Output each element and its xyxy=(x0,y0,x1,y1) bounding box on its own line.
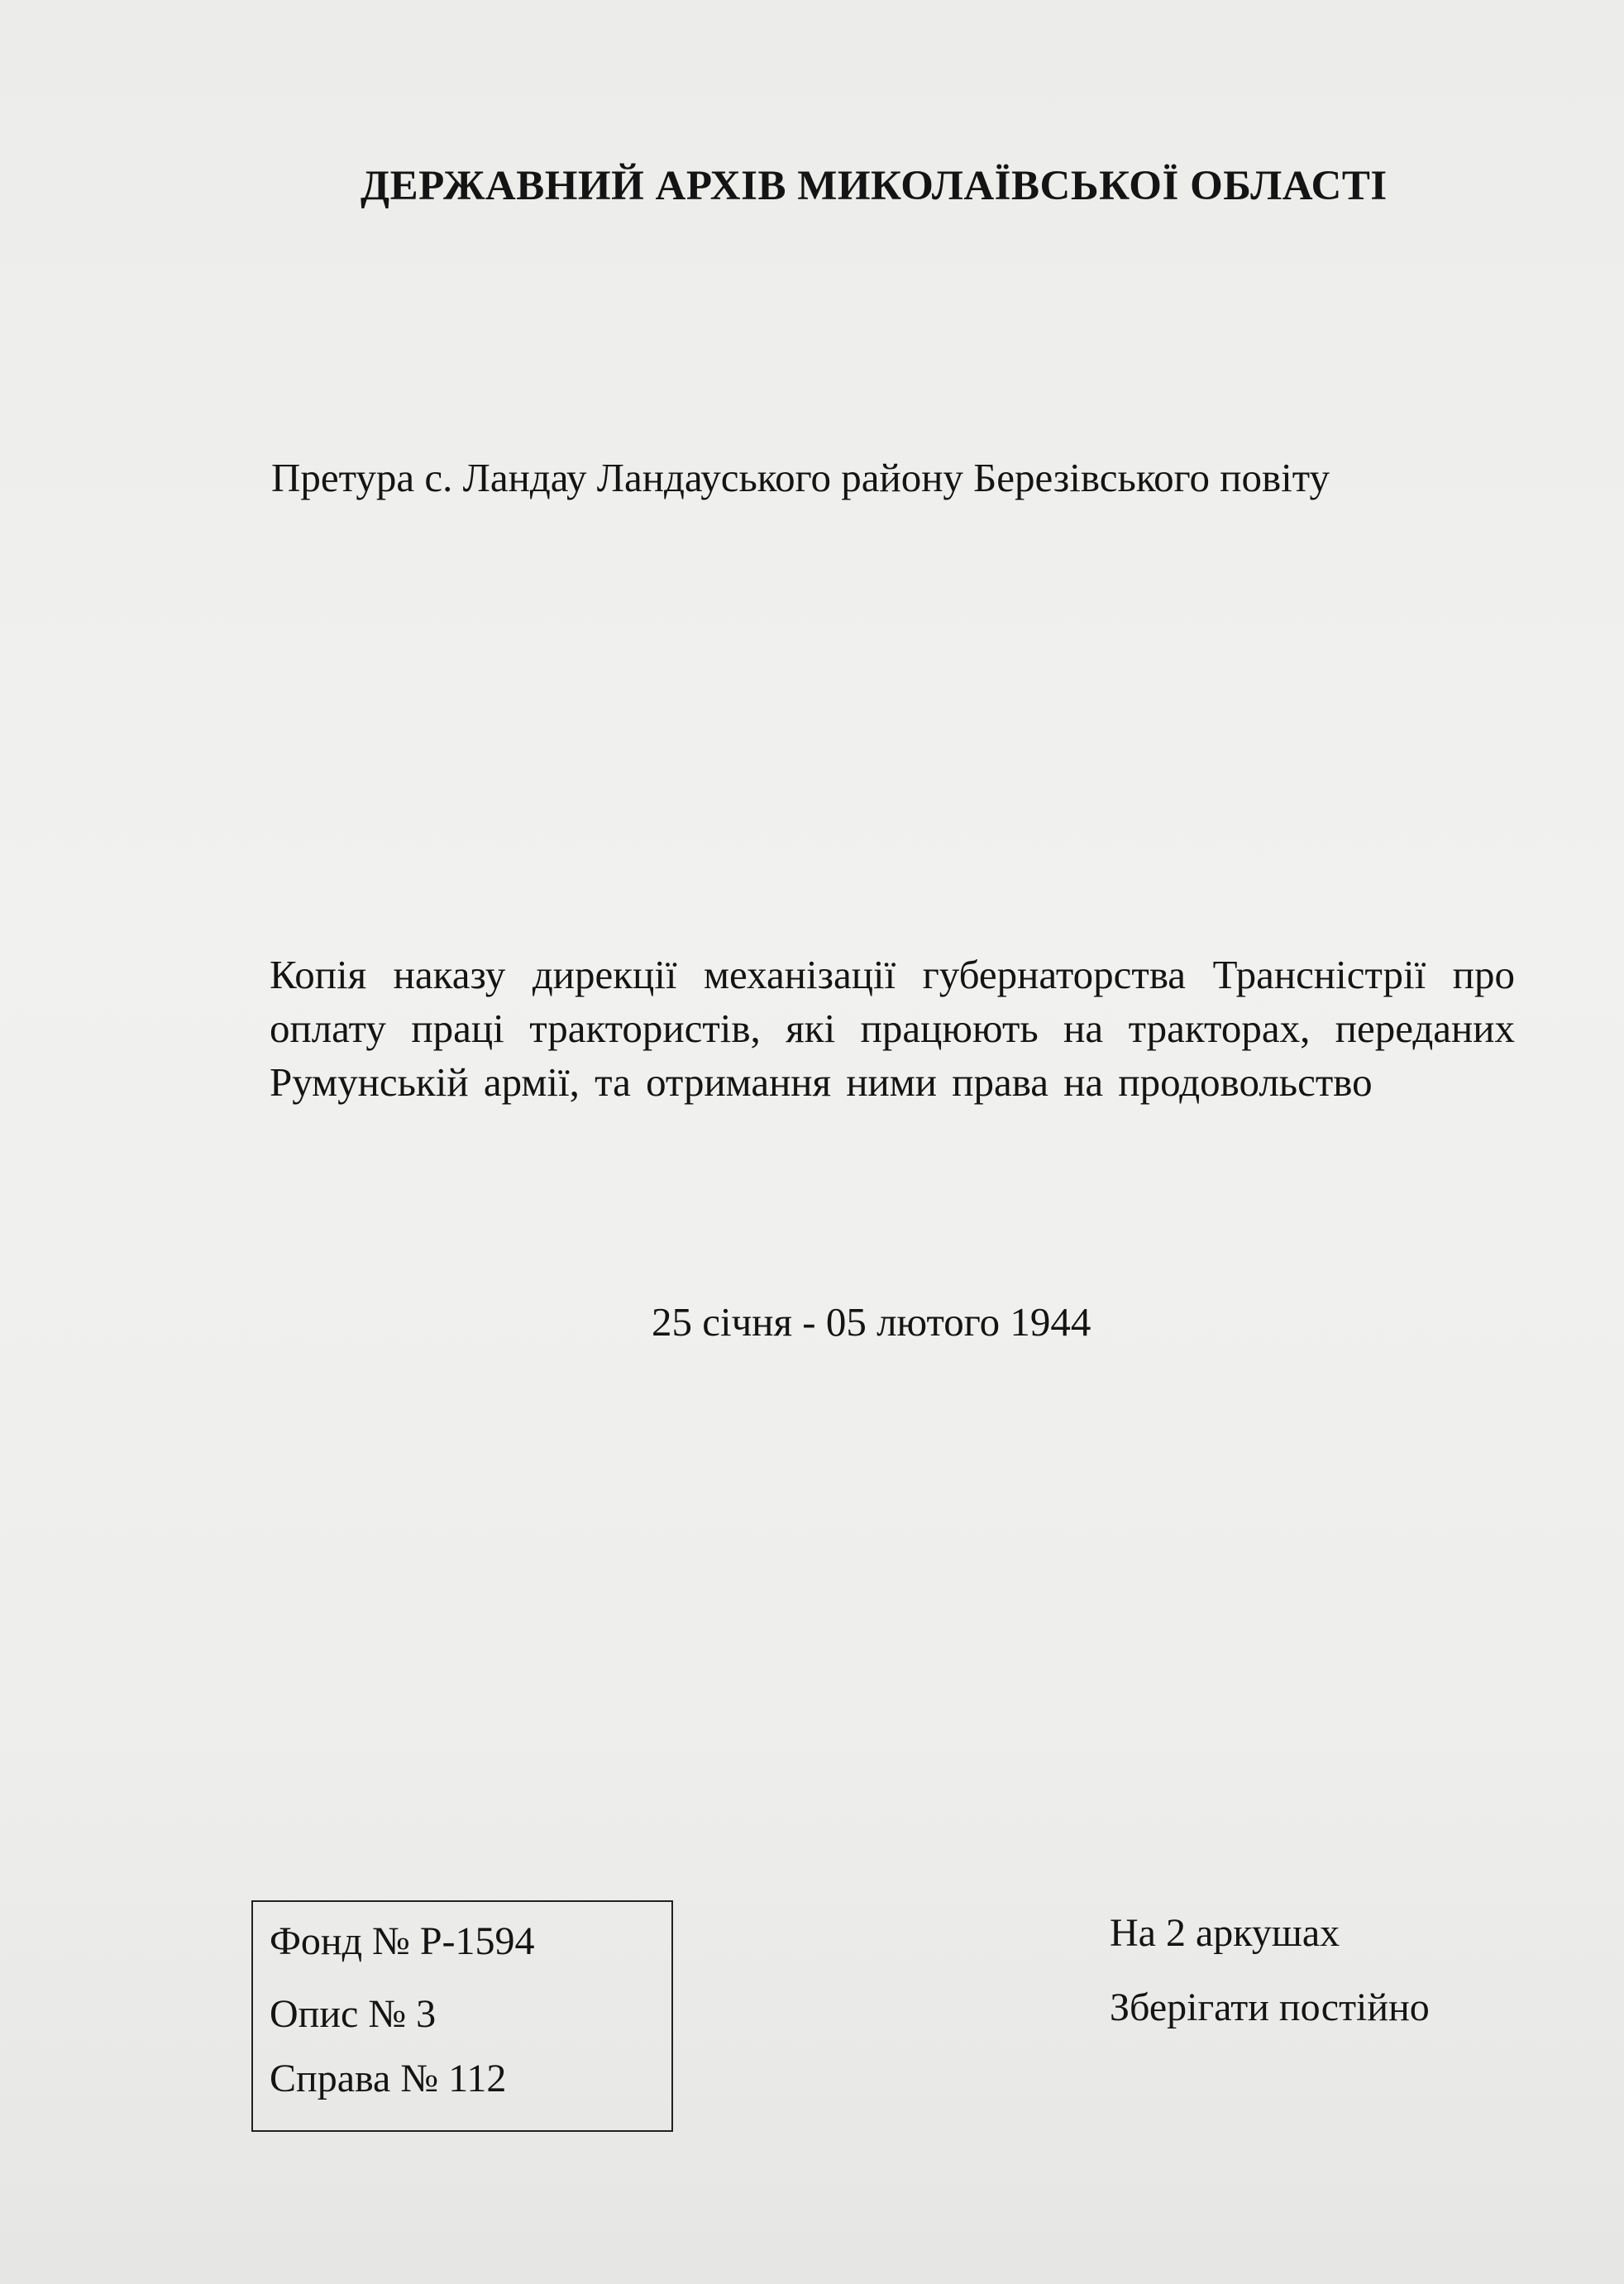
reference-fond: Фонд № Р-1594 xyxy=(270,1919,535,1963)
fund-creator: Претура с. Ландау Ландауського району Березівського повіту xyxy=(271,455,1330,500)
archive-title: ДЕРЖАВНИЙ АРХІВ МИКОЛАЇВСЬКОЇ ОБЛАСТІ xyxy=(361,163,1388,209)
reference-sprava: Справа № 112 xyxy=(270,2057,507,2100)
retention-note: Зберігати постійно xyxy=(1110,1985,1430,2029)
reference-box xyxy=(251,1900,673,2132)
date-range: 25 січня - 05 лютого 1944 xyxy=(652,1299,1091,1345)
reference-opys: Опис № 3 xyxy=(270,1992,437,2036)
sheets-count: На 2 аркушах xyxy=(1110,1911,1340,1955)
case-title: Копія наказу дирекції механізації губернаторства Трансністрії про оплату праці трактористів, які працюють на тракторах, переданих Румунській армії, та отримання ними права на продовольство xyxy=(270,952,1515,1105)
